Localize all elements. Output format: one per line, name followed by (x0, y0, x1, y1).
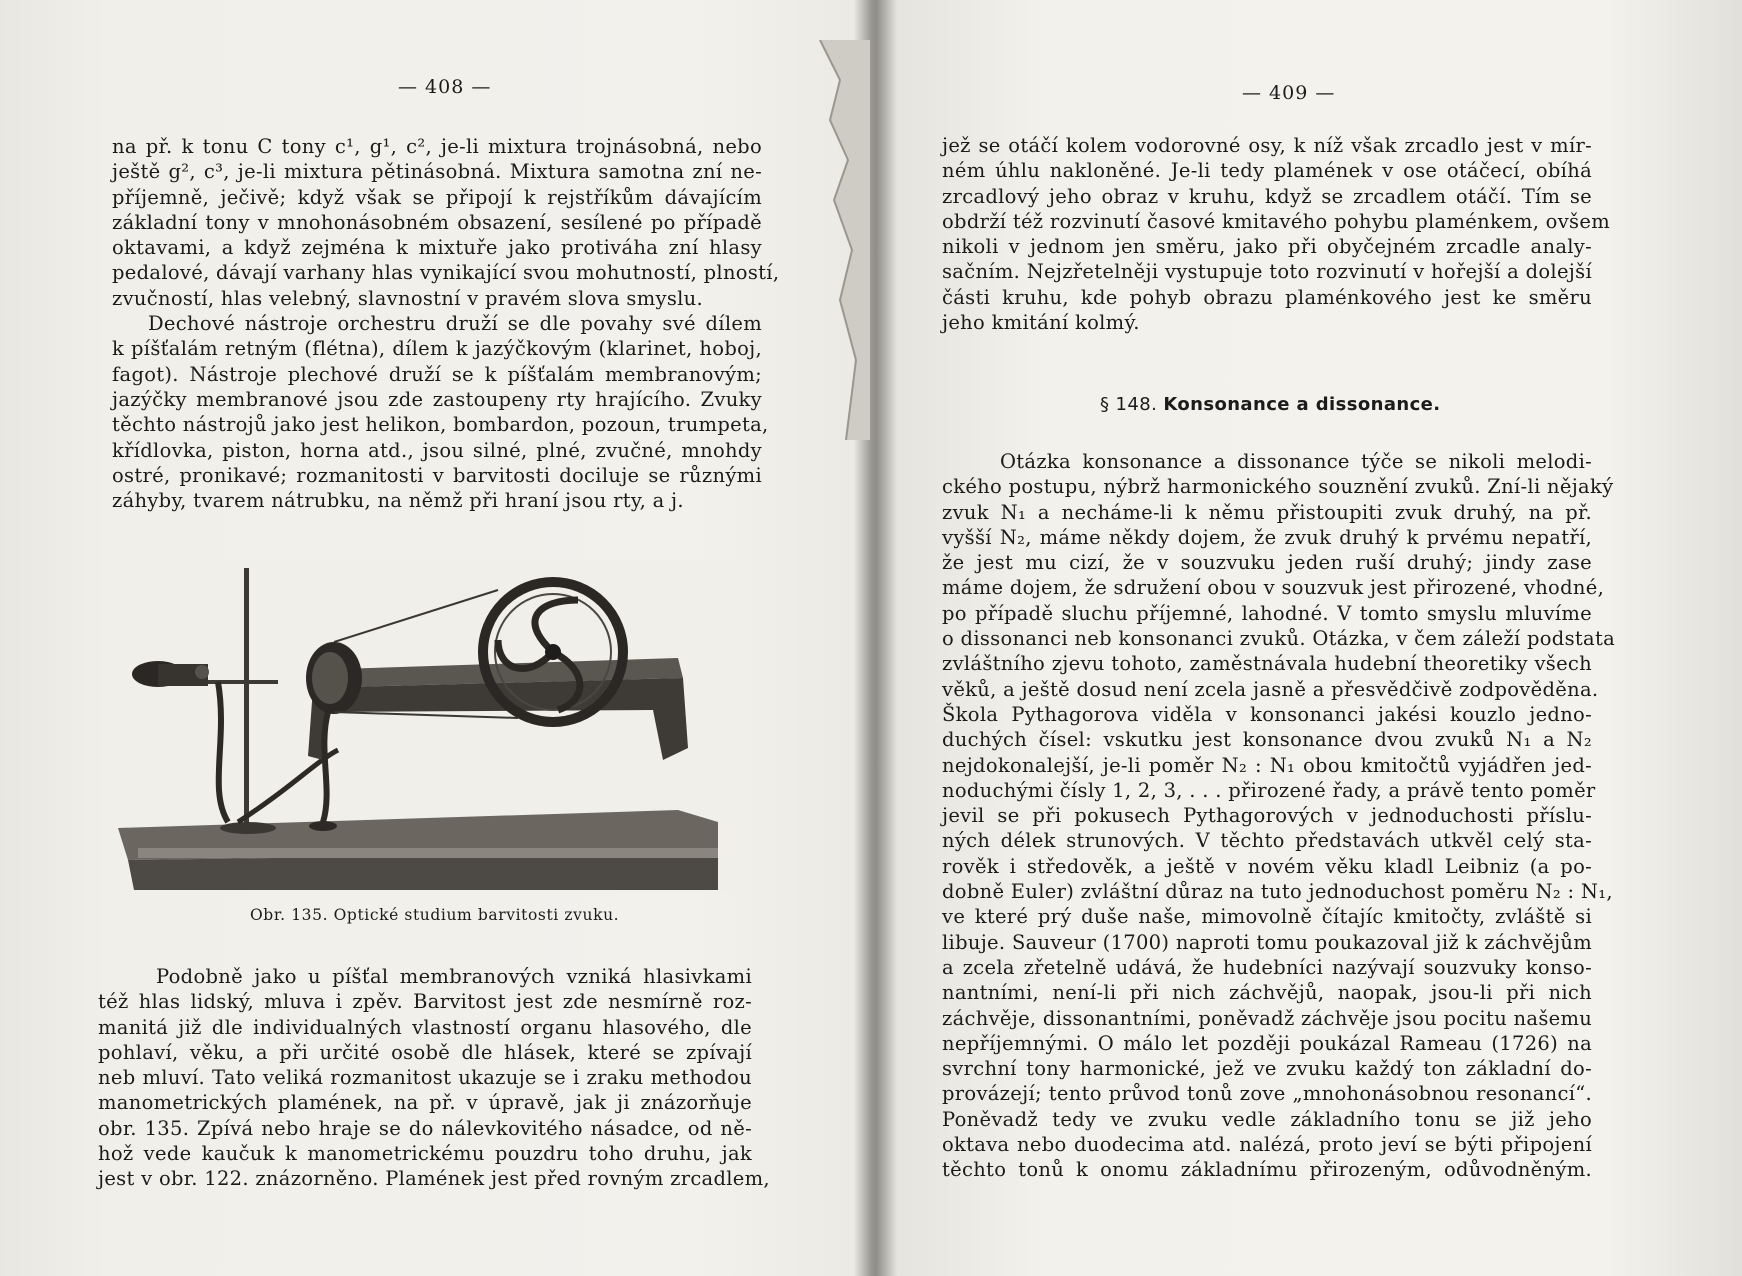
text-line: po případě sluchu příjemné, lahodné. V tomto smyslu mluvíme (942, 601, 1592, 625)
text-line: oktava nebo duodecima atd. nalézá, proto jeví se býti připojení (942, 1133, 1592, 1157)
text-line: manitá již dle individualných vlastností organu hlasového, dle (98, 1015, 752, 1039)
text-line: jevil se při pokusech Pythagorových v jednoduchosti příslu- (942, 804, 1592, 828)
text-line: noduchými čísly 1, 2, 3, . . . přirozené řady, a právě tento poměr (942, 778, 1596, 802)
text-line: pohlaví, věku, a při určité osobě dle hlásek, které se zpívají (98, 1040, 752, 1064)
text-line: zrcadlový jeho obraz v kruhu, když se zrcadlem otáčí. Tím se (942, 184, 1592, 208)
text-line: zvuk N₁ a necháme-li k němu přistoupiti zvuk druhý, na př. (942, 500, 1592, 524)
text-line: máme dojem, že sdružení obou v souzvuk jest přirozené, vhodné, (942, 576, 1605, 600)
text-line: oktavami, a když zejména k mixtuře jako protiváha zní hlasy (112, 236, 762, 260)
text-line: zvláštního zjevu tohoto, zaměstnávala hudební theoretiky všech (942, 652, 1592, 676)
text-line: a zcela zřetelně udává, že hudebníci nazývají souzvuky konso- (942, 955, 1592, 979)
text-line: též hlas lidský, mluva i zpěv. Barvitost jest zde nesmírně roz- (98, 990, 752, 1014)
figure-caption: Obr. 135. Optické studium barvitosti zvuku. (250, 906, 620, 924)
text-line: manometrických plamének, na př. v úpravě, jak ji znázorňuje (98, 1091, 752, 1115)
text-line: křídlovka, piston, horna atd., jsou silné, plné, zvučné, mnohdy (112, 438, 762, 462)
torn-page-edge (800, 40, 870, 440)
text-line: dobně Euler) zvláštní důraz na tuto jednoduchost poměru N₂ : N₁, (942, 880, 1613, 904)
paragraph-wind-instruments (112, 311, 769, 513)
text-line: nikoli v jednom jen směru, jako při obyčejném zrcadle analy- (942, 235, 1592, 259)
text-line: ných délek strunových. V těchto představách utkvěl celý sta- (942, 829, 1592, 853)
text-line: nejdokonalejší, je-li poměr N₂ : N₁ obou kmitočtů vyjádřen jed- (942, 753, 1592, 777)
section-title: Konsonance a dissonance. (1163, 394, 1441, 415)
left-paragraph-voice (98, 964, 770, 1192)
text-line: jež se otáčí kolem vodorovné osy, k níž však zrcadlo jest v mír- (942, 134, 1592, 157)
text-line: obdrží též rozvinutí časové kmitavého pohybu plaménkem, ovšem (942, 209, 1610, 233)
text-line: těchto tonů k onomu základnímu přirozeným, odůvodněným. (942, 1158, 1592, 1182)
left-paragraphs-top (112, 134, 780, 513)
text-line: ostré, pronikavé; rozmanitosti v barvitosti dociluje se různými (112, 463, 762, 487)
text-line: Škola Pythagorova viděla v konsonanci jakési kouzlo jedno- (942, 702, 1592, 726)
text-line: hož vede kaučuk k manometrickému pouzdru toho druhu, jak (98, 1142, 752, 1166)
text-line: těchto nástrojů jako jest helikon, bombardon, pozoun, trumpeta, (112, 413, 769, 437)
right-paragraph-top (942, 133, 1610, 335)
text-line: obr. 135. Zpívá nebo hraje se do nálevkovitého násadce, od ně- (98, 1116, 752, 1140)
text-line: ještě g², c³, je-li mixtura pětinásobná. Mixtura samotna zní ne- (112, 160, 762, 184)
text-line: Poněvadž tedy ve zvuku vedle základního tonu se již jeho (942, 1107, 1592, 1131)
text-line: části kruhu, kde pohyb obrazu plaménkového jest ke směru (942, 285, 1592, 309)
paragraph-rotating-mirror (942, 133, 1610, 335)
text-line: ném úhlu nakloněné. Je-li tedy plamének v ose otáčecí, obíhá (942, 159, 1592, 183)
text-line: provázejí; tento průvod tonů zove „mnohonásobnou resonancí“. (942, 1082, 1592, 1106)
text-line: k píšťalám retným (flétna), dílem k jazýčkovým (klarinet, hoboj, (112, 337, 762, 361)
text-line: libuje. Sauveur (1700) naproti tomu poukazoval již k záchvějům (942, 930, 1592, 954)
page-number-right: — 409 — (1242, 82, 1336, 104)
text-line: ve které prý duše naše, mimovolně čítajíc kmitočty, zvláště si (942, 905, 1592, 929)
text-line: Podobně jako u píšťal membranových vzniká hlasivkami (156, 965, 752, 988)
text-line: nantními, není-li při nich záchvějů, naopak, jsou-li při nich (942, 981, 1592, 1005)
text-line: svrchní tony harmonické, jež ve zvuku každý ton základní do- (942, 1057, 1592, 1081)
text-line: zvučností, hlas velebný, slavnostní v pravém slova smyslu. (112, 286, 704, 310)
text-line: jest v obr. 122. znázorněno. Plamének jest před rovným zrcadlem, (98, 1167, 770, 1191)
figure-apparatus-illustration (118, 560, 748, 890)
section-number: § 148. (1100, 394, 1158, 415)
text-line: fagot). Nástroje plechové druží se k píšťalám membranovým; (112, 362, 762, 386)
paragraph-human-voice (98, 964, 770, 1192)
text-line: rověk i středověk, a ještě v novém věku kladl Leibniz (a po- (942, 854, 1592, 878)
text-line: pedalové, dávají varhany hlas vynikající svou mohutností, plností, (112, 261, 780, 285)
right-paragraph-consonance (942, 449, 1616, 1183)
text-line: o dissonanci neb konsonanci zvuků. Otázka, v čem záleží podstata (942, 627, 1616, 651)
section-heading (1100, 394, 1441, 415)
text-line: jazýčky membranové jsou zde zastoupeny rty hrajícího. Zvuky (112, 387, 762, 411)
left-page (0, 0, 860, 1276)
text-line: záhyby, tvarem nátrubku, na němž při hraní jsou rty, a j. (112, 489, 684, 513)
text-line: jeho kmitání kolmý. (942, 311, 1140, 335)
text-line: ckého postupu, nýbrž harmonického souznění zvuků. Zní-li nějaký (942, 475, 1614, 499)
text-line: sačním. Nejzřetelněji vystupuje toto rozvinutí v hořejší a dolejší (942, 260, 1592, 284)
text-line: základní tony v mnohonásobném obsazení, sesílené po případě (112, 210, 762, 234)
text-line: Dechové nástroje orchestru druží se dle povahy své dílem (148, 312, 762, 336)
paragraph-consonance-dissonance (942, 449, 1616, 1183)
text-line: Otázka konsonance a dissonance týče se nikoli melodi- (1000, 450, 1592, 473)
text-line: příjemně, ječivě; když však se připojí k rejstříkům dávajícím (112, 185, 762, 209)
paragraph-organ-mixture (112, 134, 780, 311)
page-number-left: — 408 — (398, 76, 492, 98)
right-page (872, 0, 1742, 1276)
text-line: duchých čísel: vskutku jest konsonance dvou zvuků N₁ a N₂ (942, 728, 1592, 752)
text-line: vyšší N₂, máme někdy dojem, že zvuk druhý k prvému nepatří, (942, 525, 1592, 549)
text-line: nepříjemnými. O málo let později poukázal Rameau (1726) na (942, 1031, 1592, 1055)
text-line: záchvěje, dissonantními, poněvadž záchvěje jsou pocitu našemu (942, 1006, 1593, 1030)
text-line: neb mluví. Tato veliká rozmanitost ukazuje se i zraku methodou (98, 1066, 752, 1090)
text-line: že jest mu cizí, že v souzvuku jeden ruší druhý; jindy zase (942, 551, 1592, 575)
text-line: věků, a ještě dosud není zcela jasně a přesvědčivě zodpověděna. (942, 677, 1599, 701)
text-line: na př. k tonu C tony c¹, g¹, c², je-li mixtura trojnásobná, nebo (112, 135, 762, 158)
